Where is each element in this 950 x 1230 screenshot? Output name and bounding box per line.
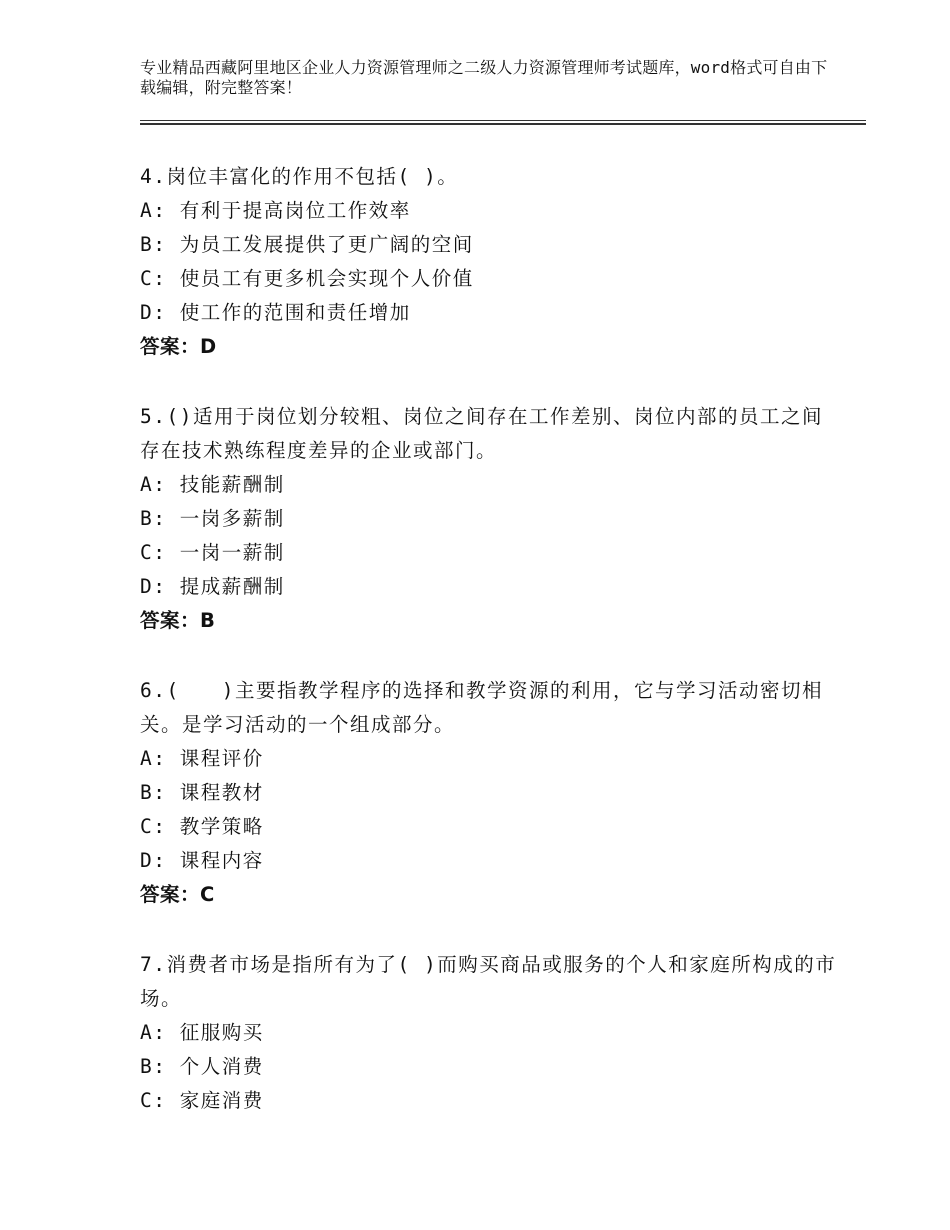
question-stem: 7.消费者市场是指所有为了( )而购买商品或服务的个人和家庭所构成的市场。 bbox=[140, 953, 837, 1010]
option-b: B: 为员工发展提供了更广阔的空间 bbox=[140, 233, 474, 256]
document-header: 专业精品西藏阿里地区企业人力资源管理师之二级人力资源管理师考试题库，word格式可自由下载编辑，附完整答案！ bbox=[140, 58, 828, 97]
question-stem: 6.( )主要指教学程序的选择和教学资源的利用，它与学习活动密切相关。是学习活动的一个组成部分。 bbox=[140, 679, 823, 736]
question-stem: 4.岗位丰富化的作用不包括( )。 bbox=[140, 165, 459, 188]
option-c: C: 家庭消费 bbox=[140, 1089, 264, 1112]
question-stem: 5.()适用于岗位划分较粗、岗位之间存在工作差别、岗位内部的员工之间存在技术熟练程度差异的企业或部门。 bbox=[140, 405, 823, 462]
answer-line: 答案：C bbox=[140, 883, 215, 906]
option-b: B: 个人消费 bbox=[140, 1055, 264, 1078]
option-c: C: 使员工有更多机会实现个人价值 bbox=[140, 267, 474, 290]
option-d: D: 提成薪酬制 bbox=[140, 575, 285, 598]
option-d: D: 使工作的范围和责任增加 bbox=[140, 301, 411, 324]
answer-line: 答案：B bbox=[140, 609, 216, 632]
question-7 bbox=[140, 948, 840, 1118]
option-c: C: 教学策略 bbox=[140, 815, 264, 838]
option-d: D: 课程内容 bbox=[140, 849, 264, 872]
option-a: A: 征服购买 bbox=[140, 1021, 264, 1044]
question-5 bbox=[140, 400, 840, 638]
option-c: C: 一岗一薪制 bbox=[140, 541, 285, 564]
answer-line: 答案：D bbox=[140, 335, 217, 358]
option-a: A: 课程评价 bbox=[140, 747, 264, 770]
question-list bbox=[140, 160, 840, 1154]
option-a: A: 有利于提高岗位工作效率 bbox=[140, 199, 411, 222]
question-4 bbox=[140, 160, 840, 364]
option-b: B: 一岗多薪制 bbox=[140, 507, 285, 530]
header-divider bbox=[140, 120, 866, 125]
option-a: A: 技能薪酬制 bbox=[140, 473, 285, 496]
question-6 bbox=[140, 674, 840, 912]
option-b: B: 课程教材 bbox=[140, 781, 264, 804]
